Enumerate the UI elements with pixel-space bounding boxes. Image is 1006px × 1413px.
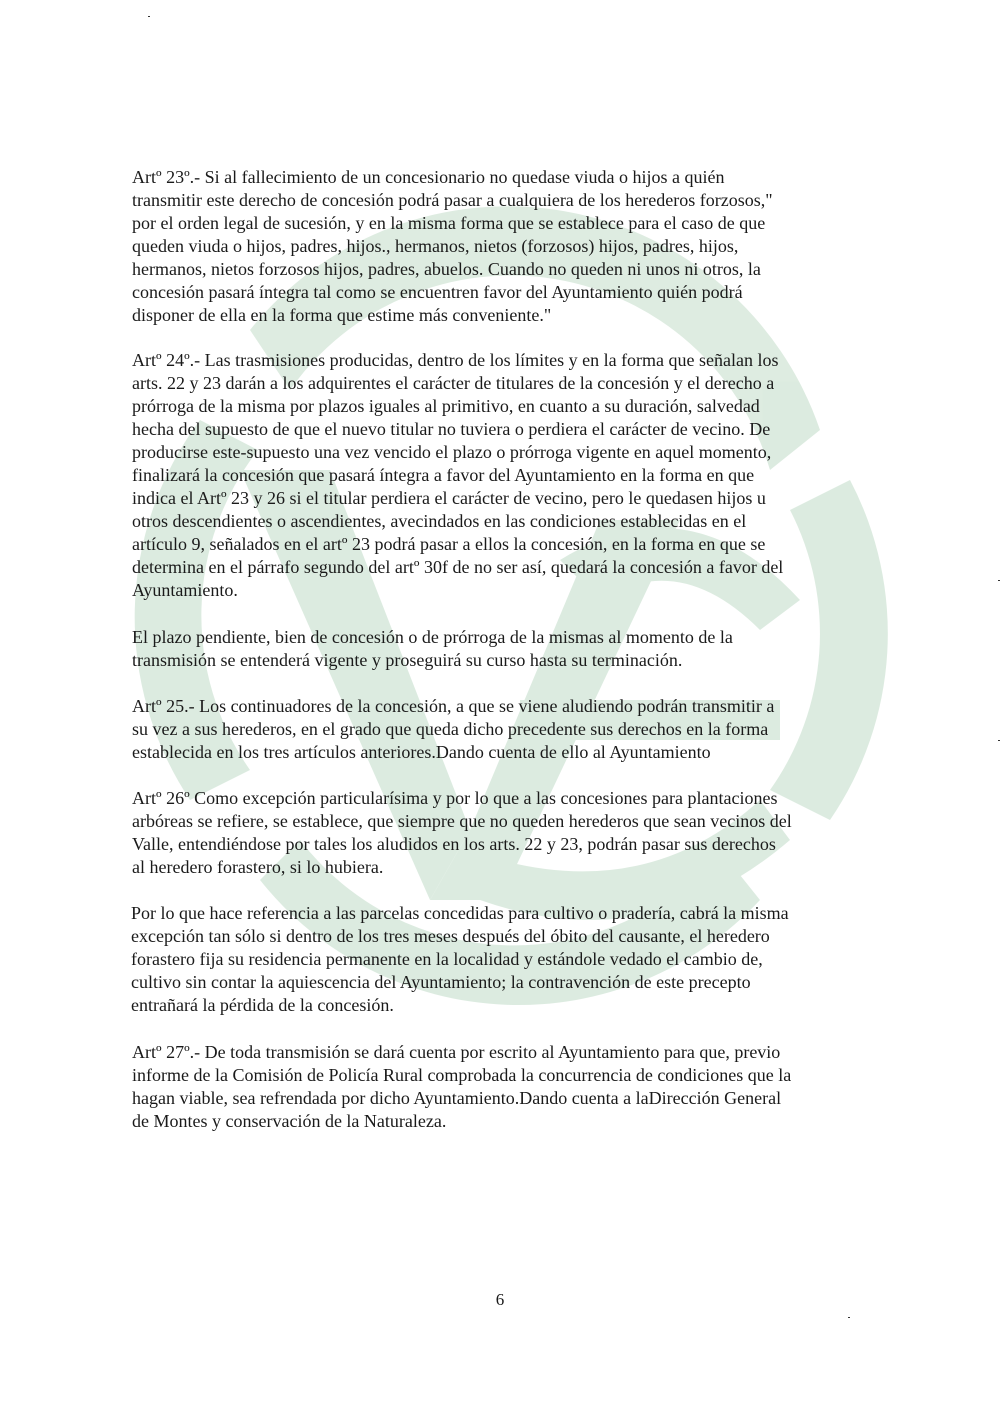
article-27-paragraph: Artº 27º.- De toda transmisión se dará cuenta por escrito al Ayuntamiento para que, previo informe de la Comisión de Policía Rural comprobada la concurrencia de condiciones que la hagan viable, sea refrendada por dicho Ayuntamiento.Dando cuenta a laDirección General de Montes y conservación de la Naturaleza. <box>132 1042 792 1131</box>
article-25-paragraph: Artº 25.- Los continuadores de la concesión, a que se viene aludiendo podrán transmitir a su vez a sus herederos, en el grado que queda dicho precedente sus derechos en la forma establecida en los tres artículos anteriores.Dando cuenta de ello al Ayuntamiento <box>132 696 775 762</box>
scan-speck <box>848 1317 850 1318</box>
article-26-paragraph: Artº 26º Como excepción particularísima y por lo que a las concesiones para plantaciones arbóreas se refiere, se establece, que siempre que no queden herederos que sean vecinos del Valle, entendiéndose por tales los aludidos en los arts. 22 y 23, podrán pasar sus derechos al heredero forastero, si lo hubiera. <box>132 788 792 877</box>
cultivation-parcels-paragraph: Por lo que hace referencia a las parcelas concedidas para cultivo o pradería, cabrá la misma excepción tan sólo si dentro de los tres meses después del óbito del causante, el heredero forastero fija su residencia permanente en la localidad y estándole vedado el cambio de, cultivo sin contar la aquiescencia del Ayuntamiento; la contravención de este precepto entrañará la pérdida de la concesión. <box>131 903 789 1015</box>
article-24-paragraph: Artº 24º.- Las trasmisiones producidas, dentro de los límites y en la forma que señalan los arts. 22 y 23 darán a los adquirentes el carácter de titulares de la concesión y el derecho a prórroga de la misma por plazos iguales al primitivo, en cuanto a su duración, salvedad hecha del supuesto de que el nuevo titular no tuviera o perdiera el carácter de vecino. De producirse este-supuesto una vez vencido el plazo o prórroga vigente en aquel momento, finalizará la concesión que pasará íntegra a favor del Ayuntamiento en la forma en que indica el Artº 23 y 26 si el titular perdiera el carácter de vecino, pero le quedasen hijos u otros descendientes o ascendientes, avecindados en las condiciones establecidas en el artículo 9, señalados en el artº 23 podrá pasar a ellos la concesión, en la forma en que se determina en el párrafo segundo del artº 30f de no ser así, quedará la concesión a favor del Ayuntamiento. <box>132 350 784 600</box>
pending-term-paragraph: El plazo pendiente, bien de concesión o de prórroga de la mismas al momento de la transmisión se entenderá vigente y proseguirá su curso hasta su terminación. <box>132 627 733 670</box>
page-number: 6 <box>495 1290 505 1309</box>
scan-speck <box>148 16 150 17</box>
scan-speck <box>998 580 1000 581</box>
article-23-paragraph: Artº 23º.- Si al fallecimiento de un concesionario no quedase viuda o hijos a quién transmitir este derecho de concesión podrá pasar a cualquiera de los herederos forzosos," por el orden legal de sucesión, y en la misma forma que se establece para el caso de que queden viuda o hijos, padres, hijos., hermanos, nietos (forzosos) hijos, padres, hijos, hermanos, nietos forzosos hijos, padres, abuelos. Cuando no queden ni unos ni otros, la concesión pasará íntegra tal como se encuentren favor del Ayuntamiento quién podrá disponer de ella en la forma que estime más conveniente." <box>132 167 773 325</box>
scan-speck <box>998 740 1000 741</box>
